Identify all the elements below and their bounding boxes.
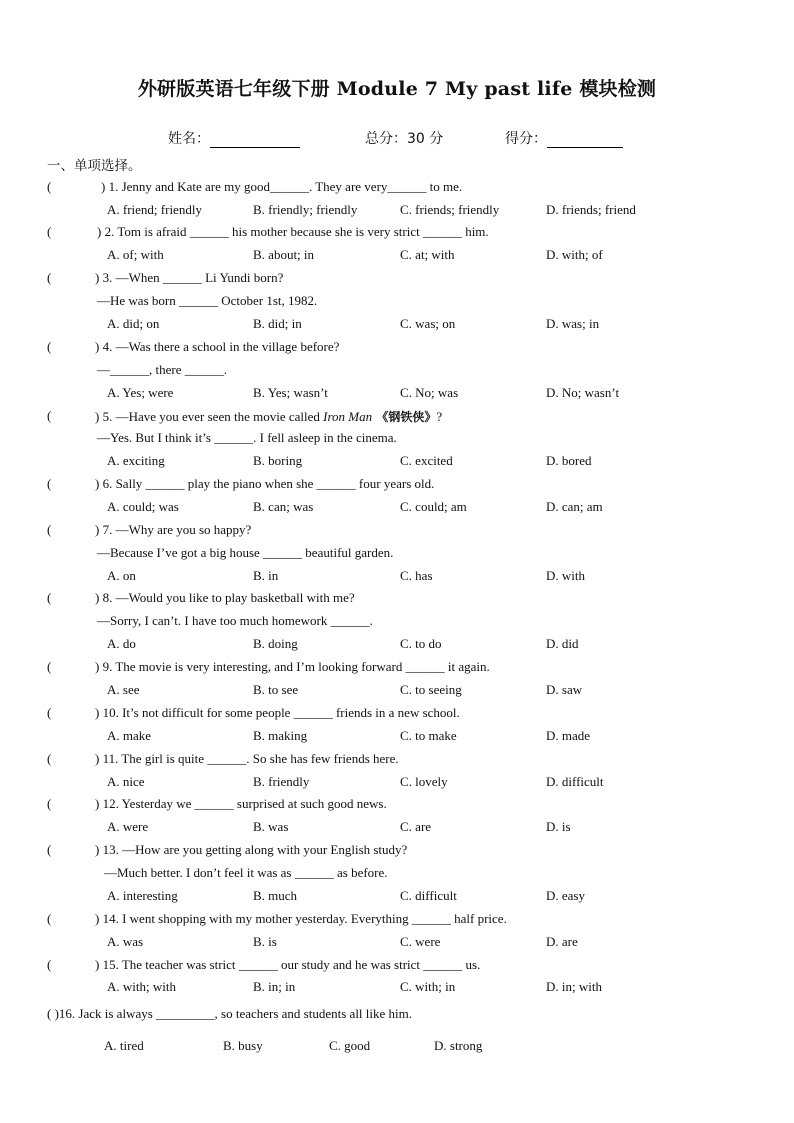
q5-option-b: B. boring xyxy=(253,453,303,468)
q4-option-d: D. No; wasn’t xyxy=(546,385,620,400)
q15-option-d: D. in; with xyxy=(546,979,602,994)
q7-option-c: C. has xyxy=(400,568,433,583)
question-10: ) 10. It’s not difficult for some people ______ friends in a new school. xyxy=(95,705,460,720)
answer-paren[interactable]: ( xyxy=(47,659,52,674)
q8-option-a: A. do xyxy=(107,636,136,651)
question-8-response: —Sorry, I can’t. I have too much homework ______. xyxy=(97,613,373,628)
q13-option-c: C. difficult xyxy=(400,888,457,903)
question-11: ) 11. The girl is quite ______. So she has few friends here. xyxy=(95,751,399,766)
q16-option-b: B. busy xyxy=(223,1038,263,1053)
q12-option-c: C. are xyxy=(400,819,432,834)
q1-option-a: A. friend; friendly xyxy=(107,202,202,217)
question-8: ) 8. —Would you like to play basketball with me? xyxy=(95,590,355,605)
answer-paren[interactable]: ( xyxy=(47,590,52,605)
q11-option-b: B. friendly xyxy=(253,774,310,789)
question-9: ) 9. The movie is very interesting, and I’m looking forward ______ it again. xyxy=(95,659,490,674)
q7-option-a: A. on xyxy=(107,568,136,583)
q15-option-c: C. with; in xyxy=(400,979,456,994)
question-3-response: —He was born ______ October 1st, 1982. xyxy=(97,293,318,308)
q5-option-c: C. excited xyxy=(400,453,453,468)
answer-paren[interactable]: ( xyxy=(47,957,52,972)
q16-option-a: A. tired xyxy=(104,1038,144,1053)
question-5-mark: ? xyxy=(436,409,443,424)
question-4: ) 4. —Was there a school in the village before? xyxy=(95,339,340,354)
q3-option-b: B. did; in xyxy=(253,316,302,331)
q13-option-b: B. much xyxy=(253,888,298,903)
q5-option-d: D. bored xyxy=(546,453,592,468)
q10-option-b: B. making xyxy=(253,728,308,743)
total-score: 总分：30 分 xyxy=(365,131,444,147)
q15-option-b: B. in; in xyxy=(253,979,296,994)
q7-option-b: B. in xyxy=(253,568,279,583)
q9-option-d: D. saw xyxy=(546,682,583,697)
q14-option-b: B. is xyxy=(253,934,277,949)
q11-option-d: D. difficult xyxy=(546,774,604,789)
question-5-text: ) 5. —Have you ever seen the movie called xyxy=(95,409,324,424)
answer-paren[interactable]: ( xyxy=(47,270,52,285)
question-16: ( )16. Jack is always _________, so teachers and students all like him. xyxy=(47,1006,413,1021)
score-blank[interactable] xyxy=(547,133,623,148)
q4-option-b: B. Yes; wasn’t xyxy=(253,385,328,400)
q5-option-a: A. exciting xyxy=(107,453,165,468)
question-7: ) 7. —Why are you so happy? xyxy=(95,522,252,537)
answer-paren[interactable]: ( xyxy=(47,408,52,423)
q7-option-d: D. with xyxy=(546,568,585,583)
answer-paren[interactable]: ( xyxy=(47,911,52,926)
answer-paren[interactable]: ( xyxy=(47,751,52,766)
question-2: ) 2. Tom is afraid ______ his mother because she is very strict ______ him. xyxy=(97,224,489,239)
q2-option-c: C. at; with xyxy=(400,247,455,262)
answer-paren[interactable]: ( xyxy=(47,796,52,811)
q3-option-c: C. was; on xyxy=(400,316,456,331)
q1-option-b: B. friendly; friendly xyxy=(253,202,358,217)
question-14: ) 14. I went shopping with my mother yesterday. Everything ______ half price. xyxy=(95,911,507,926)
question-13: ) 13. —How are you getting along with your English study? xyxy=(95,842,408,857)
question-6: ) 6. Sally ______ play the piano when she ______ four years old. xyxy=(95,476,435,491)
q9-option-b: B. to see xyxy=(253,682,299,697)
name-label: 姓名： xyxy=(168,131,210,147)
q14-option-d: D. are xyxy=(546,934,578,949)
q2-option-b: B. about; in xyxy=(253,247,315,262)
q9-option-c: C. to seeing xyxy=(400,682,462,697)
answer-paren[interactable]: ( xyxy=(47,339,52,354)
q4-option-c: C. No; was xyxy=(400,385,459,400)
question-5 xyxy=(95,408,442,425)
answer-paren[interactable]: ( xyxy=(47,224,52,239)
q9-option-a: A. see xyxy=(107,682,140,697)
q2-option-a: A. of; with xyxy=(107,247,164,262)
page-title: 外研版英语七年级下册 Module 7 My past life 模块检测 xyxy=(137,78,657,100)
q8-option-d: D. did xyxy=(546,636,579,651)
question-12: ) 12. Yesterday we ______ surprised at such good news. xyxy=(95,796,387,811)
movie-title-cn: 《钢铁侠》 xyxy=(372,410,437,424)
answer-paren[interactable]: ( xyxy=(47,522,52,537)
q16-option-d: D. strong xyxy=(434,1038,483,1053)
q11-option-c: C. lovely xyxy=(400,774,448,789)
q3-option-d: D. was; in xyxy=(546,316,600,331)
movie-title: Iron Man xyxy=(323,409,373,424)
q6-option-b: B. can; was xyxy=(253,499,314,514)
q10-option-d: D. made xyxy=(546,728,591,743)
answer-paren[interactable]: ( xyxy=(47,705,52,720)
question-4-response: —______, there ______. xyxy=(97,362,227,377)
question-3: ) 3. —When ______ Li Yundi born? xyxy=(95,270,284,285)
question-13-response: —Much better. I don’t feel it was as ______ as before. xyxy=(104,865,388,880)
q15-option-a: A. with; with xyxy=(107,979,176,994)
q13-option-d: D. easy xyxy=(546,888,585,903)
q10-option-a: A. make xyxy=(107,728,152,743)
score-label: 得分： xyxy=(505,131,547,147)
question-1: ) 1. Jenny and Kate are my good______. They are very______ to me. xyxy=(101,179,463,194)
q11-option-a: A. nice xyxy=(107,774,145,789)
name-blank[interactable] xyxy=(210,133,300,148)
answer-paren[interactable]: ( xyxy=(47,179,52,194)
name-field xyxy=(168,128,300,148)
question-7-response: —Because I’ve got a big house ______ beautiful garden. xyxy=(97,545,394,560)
q8-option-b: B. doing xyxy=(253,636,298,651)
q2-option-d: D. with; of xyxy=(546,247,603,262)
q1-option-d: D. friends; friend xyxy=(546,202,636,217)
q4-option-a: A. Yes; were xyxy=(107,385,174,400)
q6-option-d: D. can; am xyxy=(546,499,603,514)
q12-option-d: D. is xyxy=(546,819,571,834)
q13-option-a: A. interesting xyxy=(107,888,178,903)
q1-option-c: C. friends; friendly xyxy=(400,202,500,217)
answer-paren[interactable]: ( xyxy=(47,842,52,857)
question-5-response: —Yes. But I think it’s ______. I fell asleep in the cinema. xyxy=(97,430,397,445)
q10-option-c: C. to make xyxy=(400,728,457,743)
q14-option-a: A. was xyxy=(107,934,144,949)
q14-option-c: C. were xyxy=(400,934,441,949)
q12-option-a: A. were xyxy=(107,819,149,834)
section-heading: 一、单项选择。 xyxy=(47,158,142,174)
q6-option-a: A. could; was xyxy=(107,499,179,514)
q6-option-c: C. could; am xyxy=(400,499,467,514)
q12-option-b: B. was xyxy=(253,819,289,834)
q16-option-c: C. good xyxy=(329,1038,371,1053)
question-15: ) 15. The teacher was strict ______ our study and he was strict ______ us. xyxy=(95,957,481,972)
answer-paren[interactable]: ( xyxy=(47,476,52,491)
score-field xyxy=(505,128,623,148)
q8-option-c: C. to do xyxy=(400,636,442,651)
q3-option-a: A. did; on xyxy=(107,316,160,331)
